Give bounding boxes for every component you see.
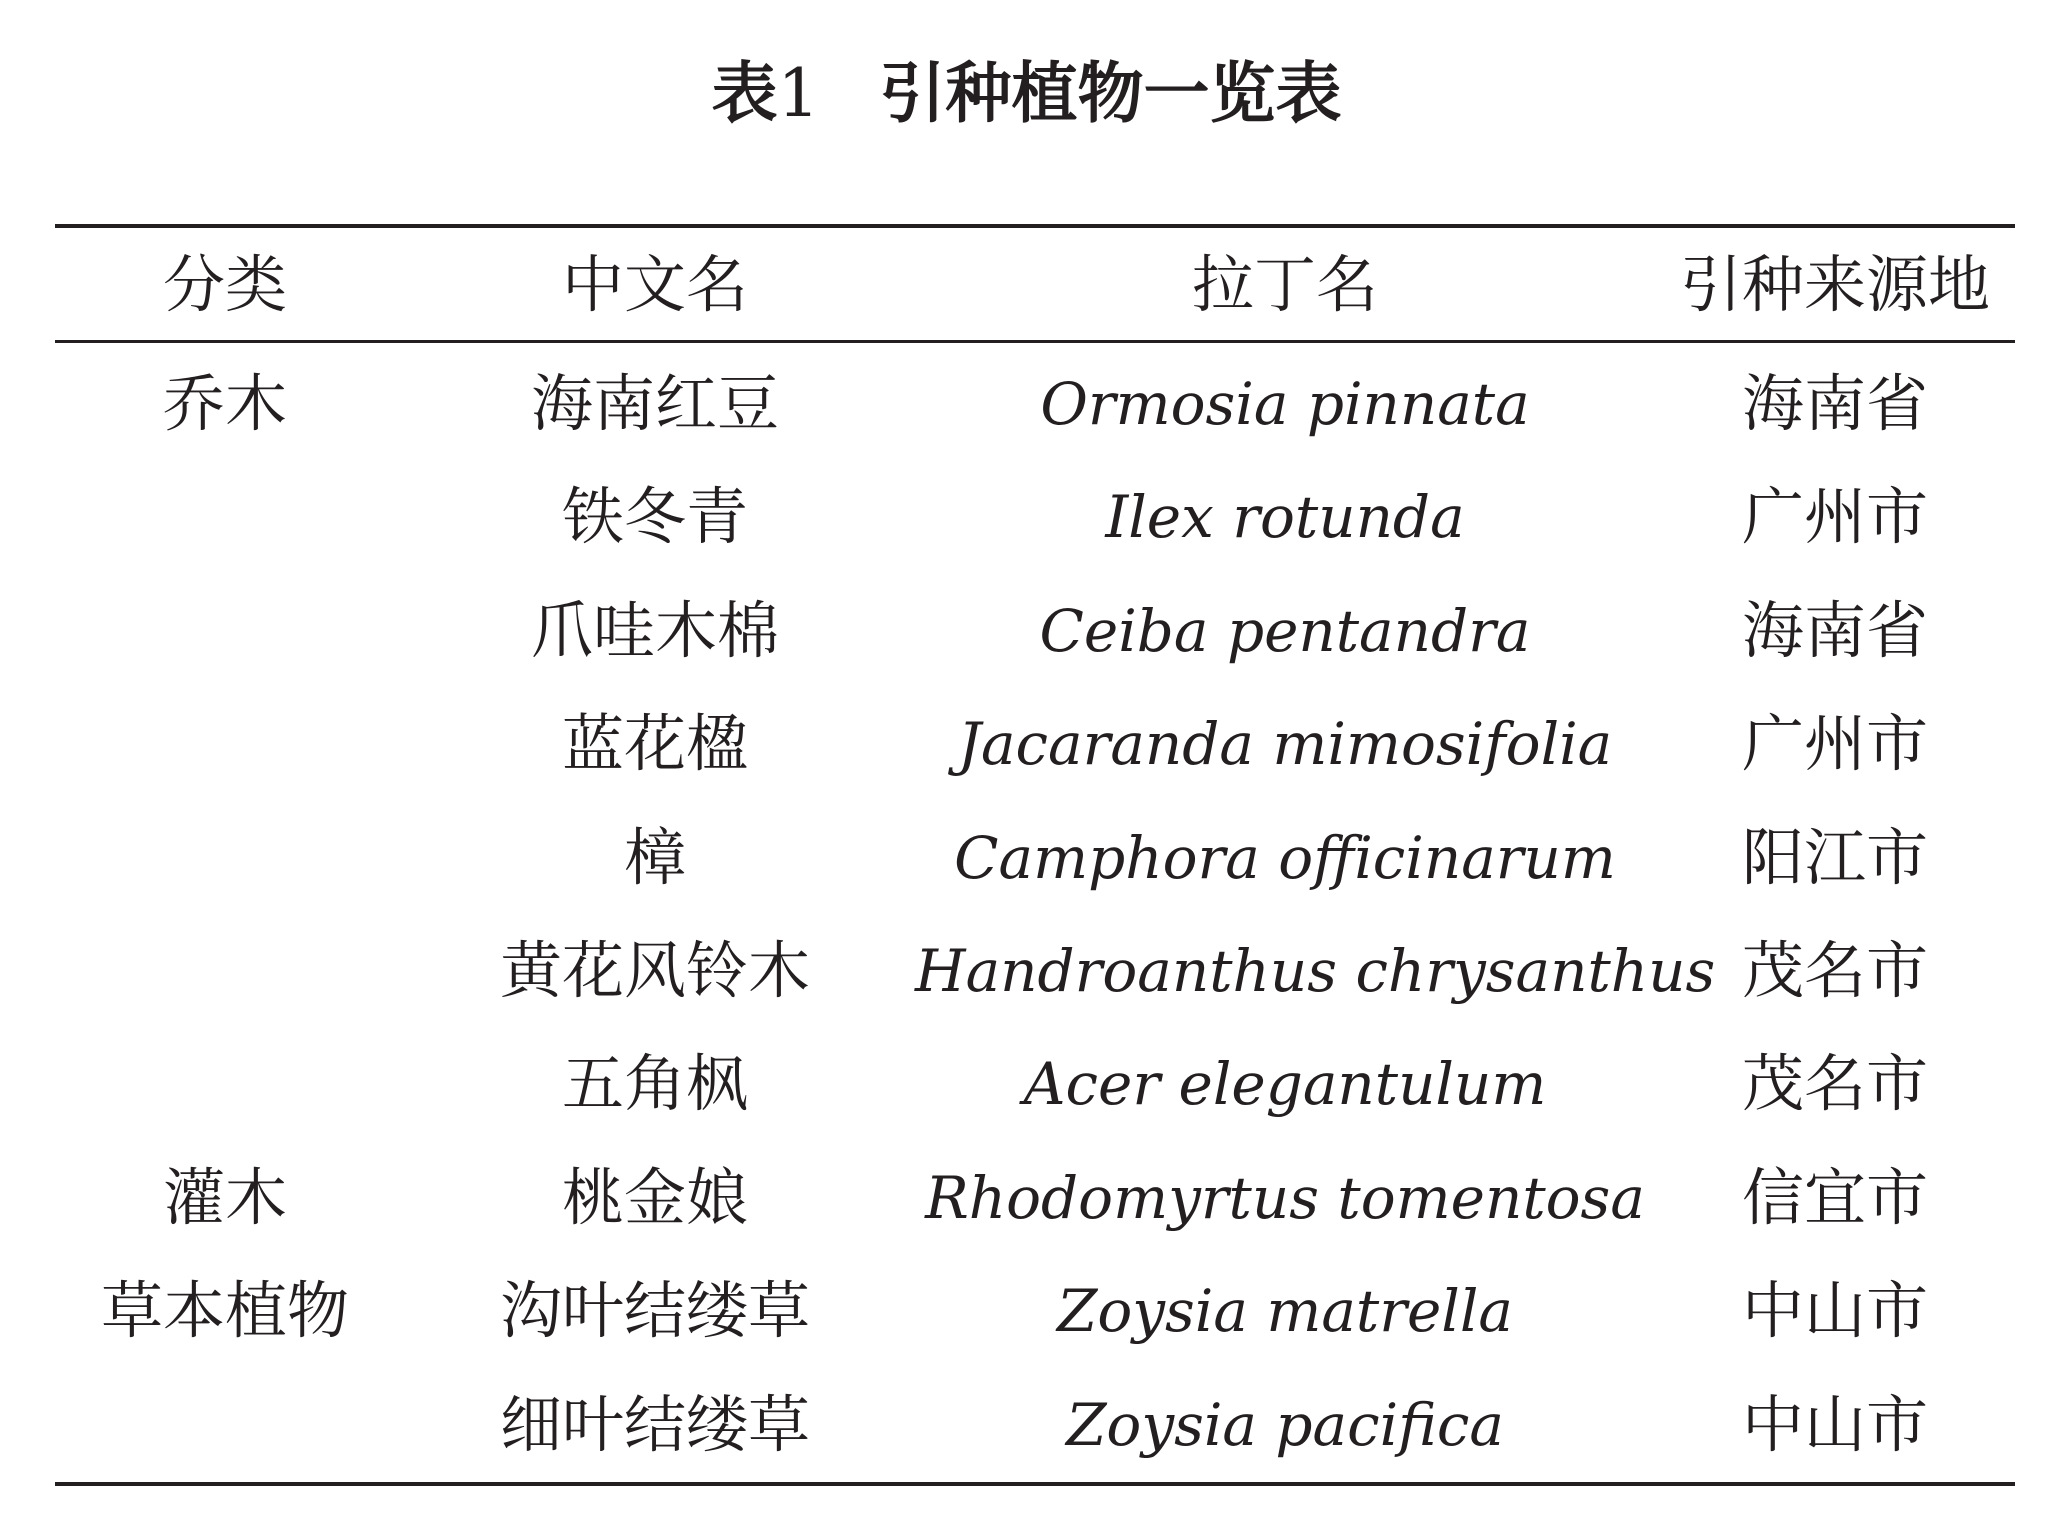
table-label: 表 [711,55,778,132]
row-category: 乔木 [162,367,287,440]
row-chinese-name: 爪哇木棉 [530,593,779,667]
row-origin: 茂名市 [1741,934,1928,1007]
row-latin-name: Jacaranda mimosifolia [957,710,1613,779]
row-chinese-name: 桃金娘 [561,1160,748,1234]
table-row [55,347,2015,461]
row-category [55,687,395,801]
row-origin: 茂名市 [1741,1047,1928,1121]
row-latin-name: Ceiba pentandra [1039,596,1531,665]
row-chinese-name: 细叶结缕草 [499,1387,810,1461]
row-chinese-name: 海南红豆 [530,367,779,440]
row-category: 灌木 [162,1160,287,1234]
row-latin-name: Acer elegantulum [1023,1050,1547,1119]
table-row [55,1141,2015,1255]
bottom-rule [55,1482,2015,1486]
row-latin-name: Zoysia pacifica [1066,1390,1504,1459]
row-latin-name: Ilex rotunda [1105,483,1465,552]
row-chinese-name: 铁冬青 [561,480,748,554]
row-chinese-name: 沟叶结缕草 [499,1274,810,1348]
row-origin: 海南省 [1741,367,1928,440]
row-origin: 广州市 [1741,480,1928,554]
row-category: 草本植物 [100,1274,349,1348]
header-chinese-name: 中文名 [561,248,748,321]
header-rule [55,340,2015,343]
row-chinese-name: 黄花风铃木 [499,934,810,1007]
row-latin-name: Handroanthus chrysanthus [915,937,1716,1005]
table-title [0,46,2053,142]
table-row [55,1368,2015,1482]
row-category [55,914,395,1028]
table-number: 1 [777,55,820,132]
row-latin-name: Rhodomyrtus tomentosa [925,1163,1645,1232]
row-origin: 信宜市 [1741,1160,1928,1234]
row-category [55,1368,395,1482]
row-latin-name: Ormosia pinnata [1040,370,1530,438]
row-latin-name: Camphora officinarum [954,823,1616,892]
table-row [55,574,2015,688]
row-origin: 广州市 [1741,707,1928,781]
table-row [55,914,2015,1028]
table-caption: 引种植物一览表 [879,55,1342,132]
table-row [55,1254,2015,1368]
row-chinese-name: 五角枫 [561,1047,748,1121]
row-latin-name: Zoysia matrella [1057,1277,1513,1346]
table-row [55,801,2015,915]
row-category [55,460,395,574]
row-category [55,801,395,915]
row-category [55,1027,395,1141]
table-row [55,687,2015,801]
header-category: 分类 [162,248,287,321]
table-header [55,228,2015,342]
row-category [55,574,395,688]
header-origin: 引种来源地 [1679,248,1990,321]
row-origin: 中山市 [1741,1387,1928,1461]
row-origin: 阳江市 [1741,820,1928,894]
row-origin: 中山市 [1741,1274,1928,1348]
row-chinese-name: 樟 [623,820,686,894]
table-row [55,1027,2015,1141]
header-latin-name: 拉丁名 [1191,248,1378,321]
row-chinese-name: 蓝花楹 [561,707,748,781]
table-row [55,460,2015,574]
row-origin: 海南省 [1741,593,1928,667]
